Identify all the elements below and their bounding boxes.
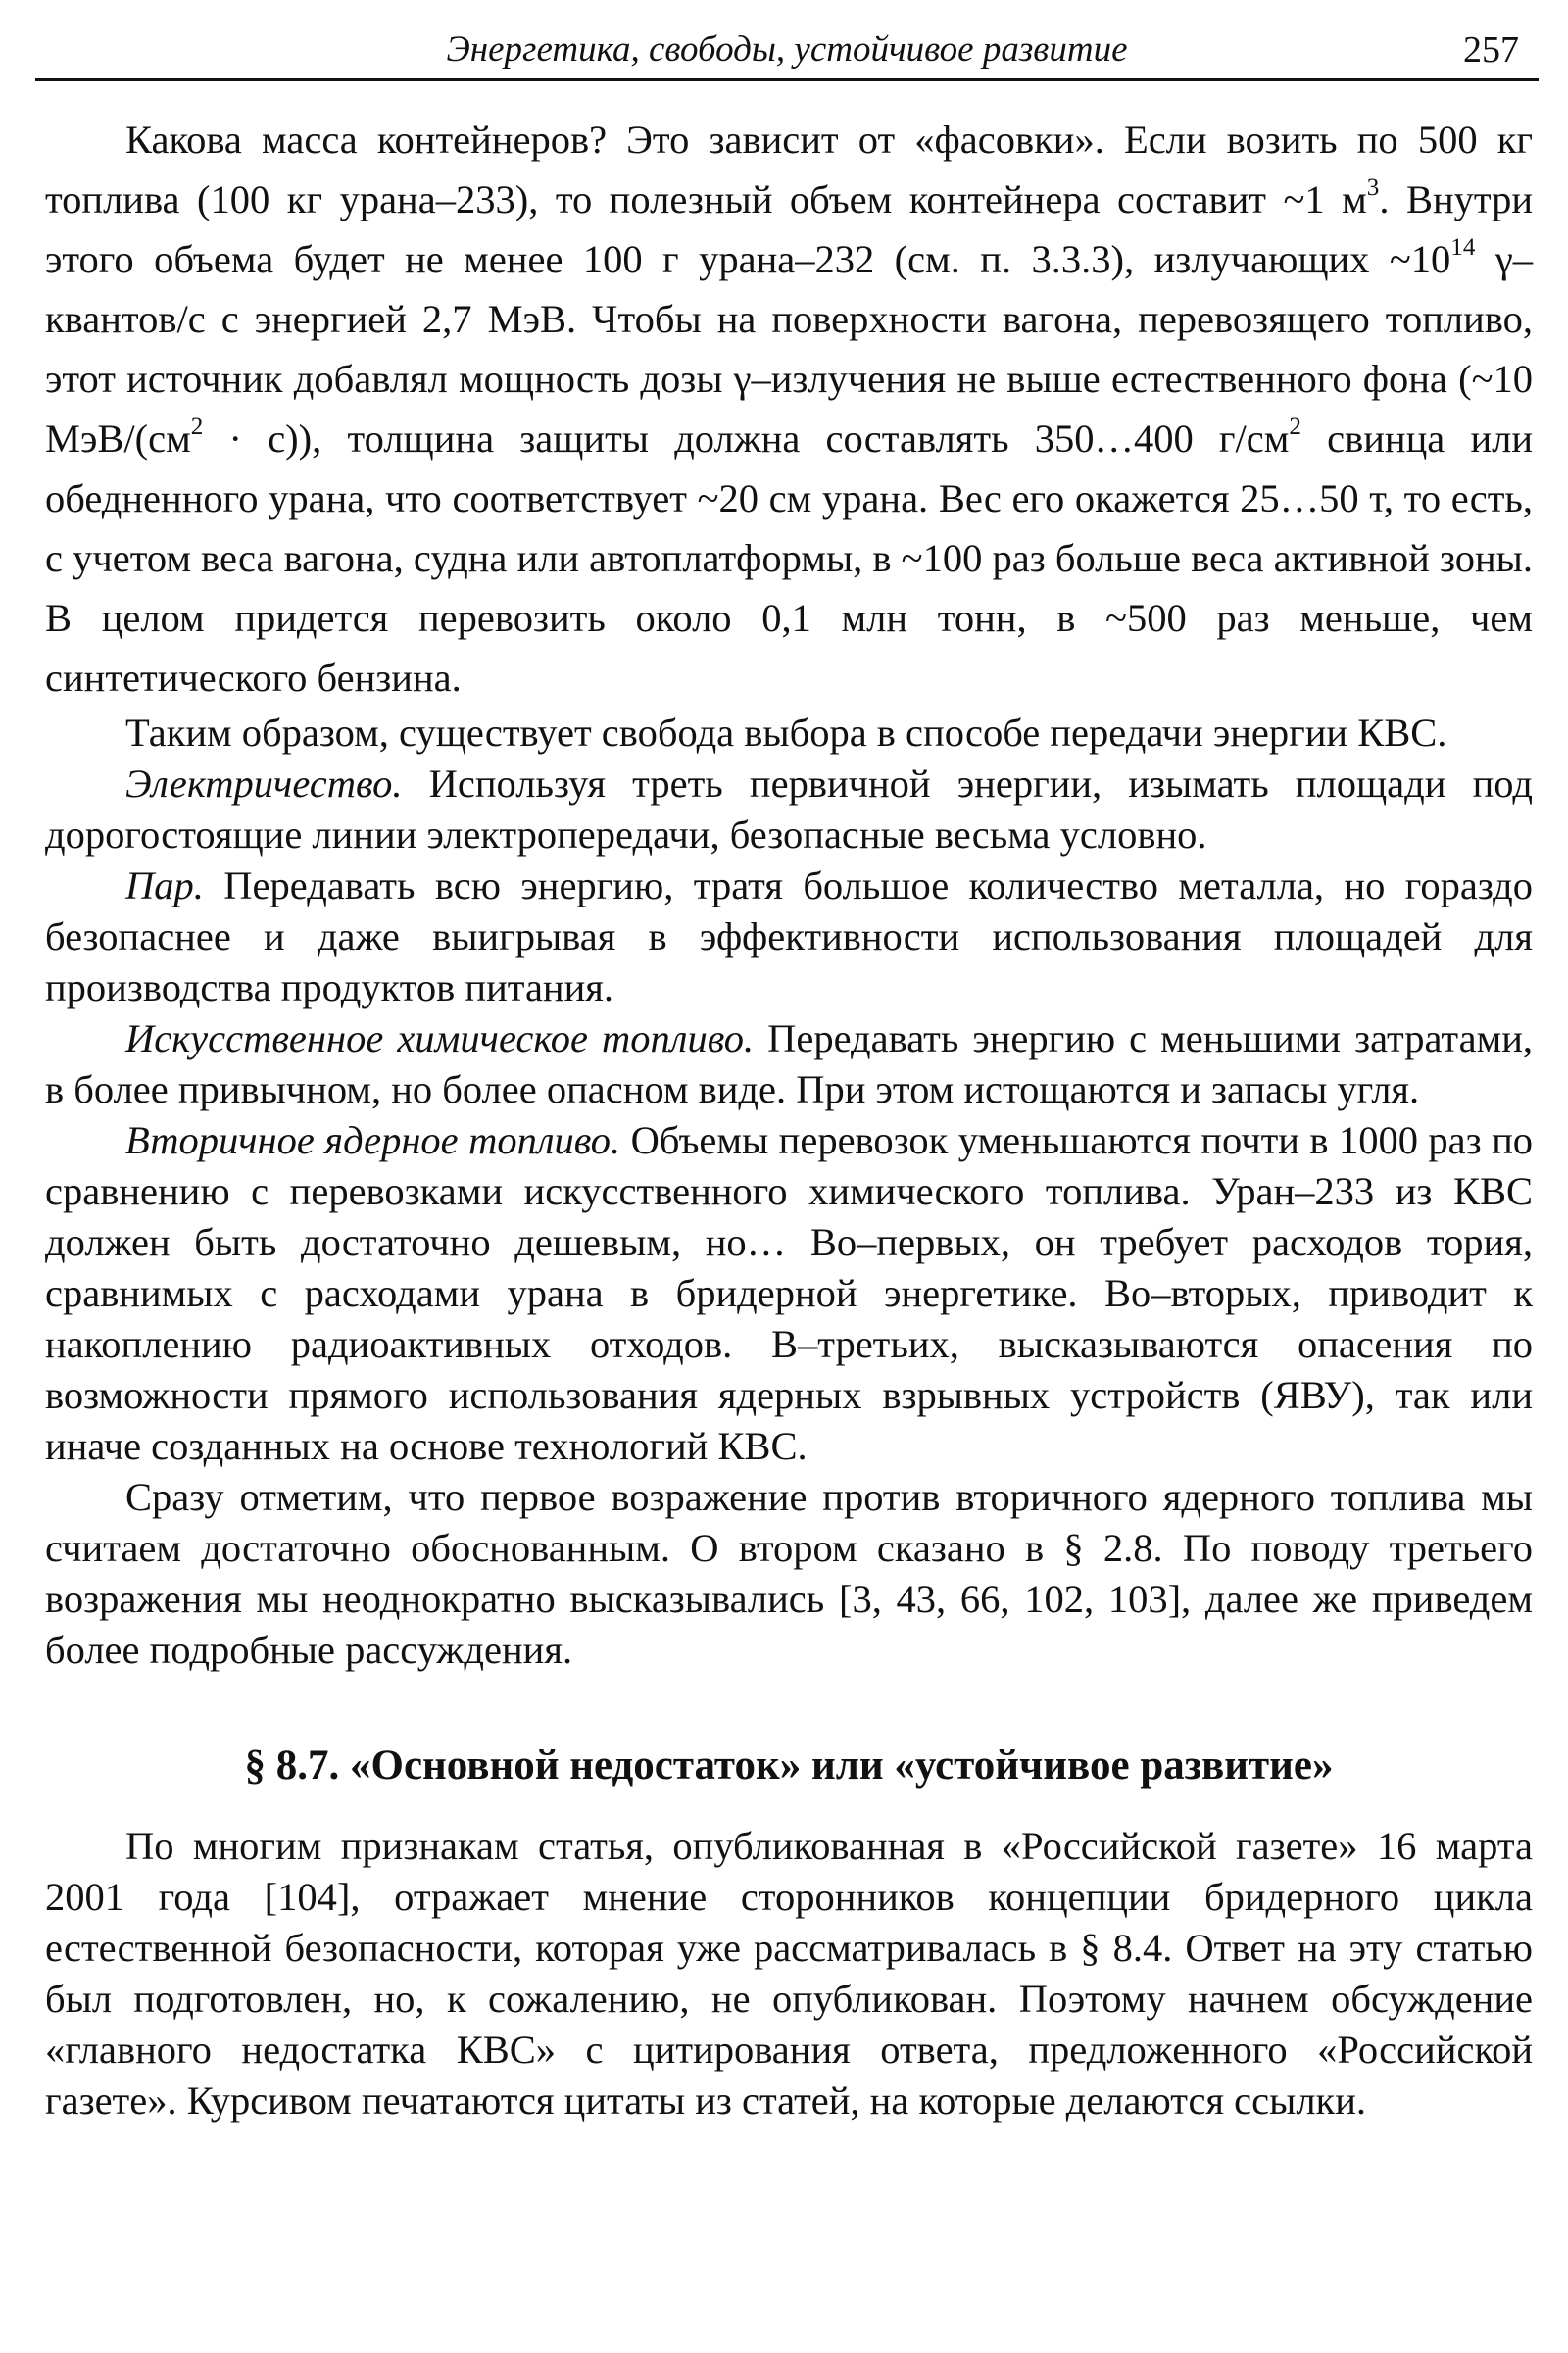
paragraph-text: . Внутри этого объема будет не менее 100 г урана–232 (см. п. 3.3.3), излучающих ~10 bbox=[45, 177, 1533, 281]
italic-term: Искусственное химическое топливо. bbox=[125, 1016, 755, 1060]
paragraph-text: Какова масса контейнеров? Это зависит от «фасовки». Если возить по 500 кг топлива (100 кг урана–233), то полезный объем контейнера составит ~1 м bbox=[45, 118, 1533, 221]
paragraph-secondary-nuclear-fuel bbox=[45, 1115, 1533, 1472]
header-rule bbox=[35, 78, 1539, 81]
page-body bbox=[45, 110, 1533, 2127]
page-number: 257 bbox=[1463, 29, 1519, 71]
paragraph-steam bbox=[45, 860, 1533, 1013]
paragraph-text: Используя треть первичной энергии, изымать площади под дорогостоящие линии электропередачи, безопасные весьма условно. bbox=[45, 761, 1533, 857]
superscript: 2 bbox=[190, 413, 204, 440]
page-header bbox=[35, 25, 1539, 74]
paragraph-objections: Сразу отметим, что первое возражение против вторичного ядерного топлива мы считаем достаточно обоснованным. О втором сказано в § 2.8. По поводу третьего возражения мы неоднократно высказывались [3, 43, 66, 102, 103], далее же приведем более подробные рассуждения. bbox=[45, 1475, 1533, 1672]
paragraph-text: γ–квантов/с с энергией 2,7 МэВ. Чтобы на поверхности вагона, перевозящего топливо, этот источник добавлял мощность дозы γ–излучения не выше естественного фона (~10 МэВ/(см bbox=[45, 237, 1533, 461]
paragraph-text: · с)), толщина защиты должна составлять 350…400 г/см bbox=[203, 417, 1290, 461]
italic-term: Электричество. bbox=[125, 761, 403, 806]
section-heading: § 8.7. «Основной недостаток» или «устойчивое развитие» bbox=[244, 1742, 1334, 1789]
paragraph-freedom-of-choice: Таким образом, существует свобода выбора в способе передачи энергии КВС. bbox=[125, 711, 1447, 755]
paragraph-rossiyskaya-gazeta: По многим признакам статья, опубликованная в «Российской газете» 16 марта 2001 года [104], отражает мнение сторонников концепции бридерного цикла естественной безопасности, которая уже рассматривалась в § 8.4. Ответ на эту статью был подготовлен, но, к сожалению, не опубликован. Поэтому начнем обсуждение «главного недостатка КВС» с цитирования ответа, предложенного «Российской газете». Курсивом печатаются цитаты из статей, на которые делаются ссылки. bbox=[45, 1824, 1533, 2123]
paragraph-text: свинца или обедненного урана, что соответствует ~20 см урана. Вес его окажется 25…50 т, то есть, с учетом веса вагона, судна или автоплатформы, в ~100 раз больше веса активной зоны. В целом придется перевозить около 0,1 млн тонн, в ~500 раз меньше, чем синтетического бензина. bbox=[45, 417, 1534, 700]
paragraph-electricity bbox=[45, 759, 1533, 860]
superscript: 14 bbox=[1450, 233, 1476, 261]
running-title: Энергетика, свободы, устойчивое развитие bbox=[446, 29, 1128, 70]
paragraph-text: Передавать энергию с меньшими затратами, в более привычном, но более опасном виде. При этом истощаются и запасы угля. bbox=[45, 1016, 1534, 1111]
paragraph-text: Передавать всю энергию, тратя большое количество металла, но гораздо безопаснее и даже выигрывая в эффективности использования площадей для производства продуктов питания. bbox=[45, 863, 1533, 1009]
superscript: 2 bbox=[1289, 413, 1301, 440]
paragraph-chemical-fuel bbox=[45, 1013, 1533, 1115]
paragraph-container-mass bbox=[45, 110, 1533, 708]
paragraph-text: Объемы перевозок уменьшаются почти в 1000 раз по сравнению с перевозками искусственного химического топлива. Уран–233 из КВС должен быть достаточно дешевым, но… Во–первых, он требует расходов тория, сравнимых с расходами урана в бридерной энергетике. Во–вторых, приводит к накоплению радиоактивных отходов. В–третьих, высказываются опасения по возможности прямого использования ядерных взрывных устройств (ЯВУ), так или иначе созданных на основе технологий КВС. bbox=[45, 1118, 1533, 1468]
superscript: 3 bbox=[1366, 173, 1380, 201]
italic-term: Вторичное ядерное топливо. bbox=[125, 1118, 621, 1162]
italic-term: Пар. bbox=[125, 863, 204, 907]
